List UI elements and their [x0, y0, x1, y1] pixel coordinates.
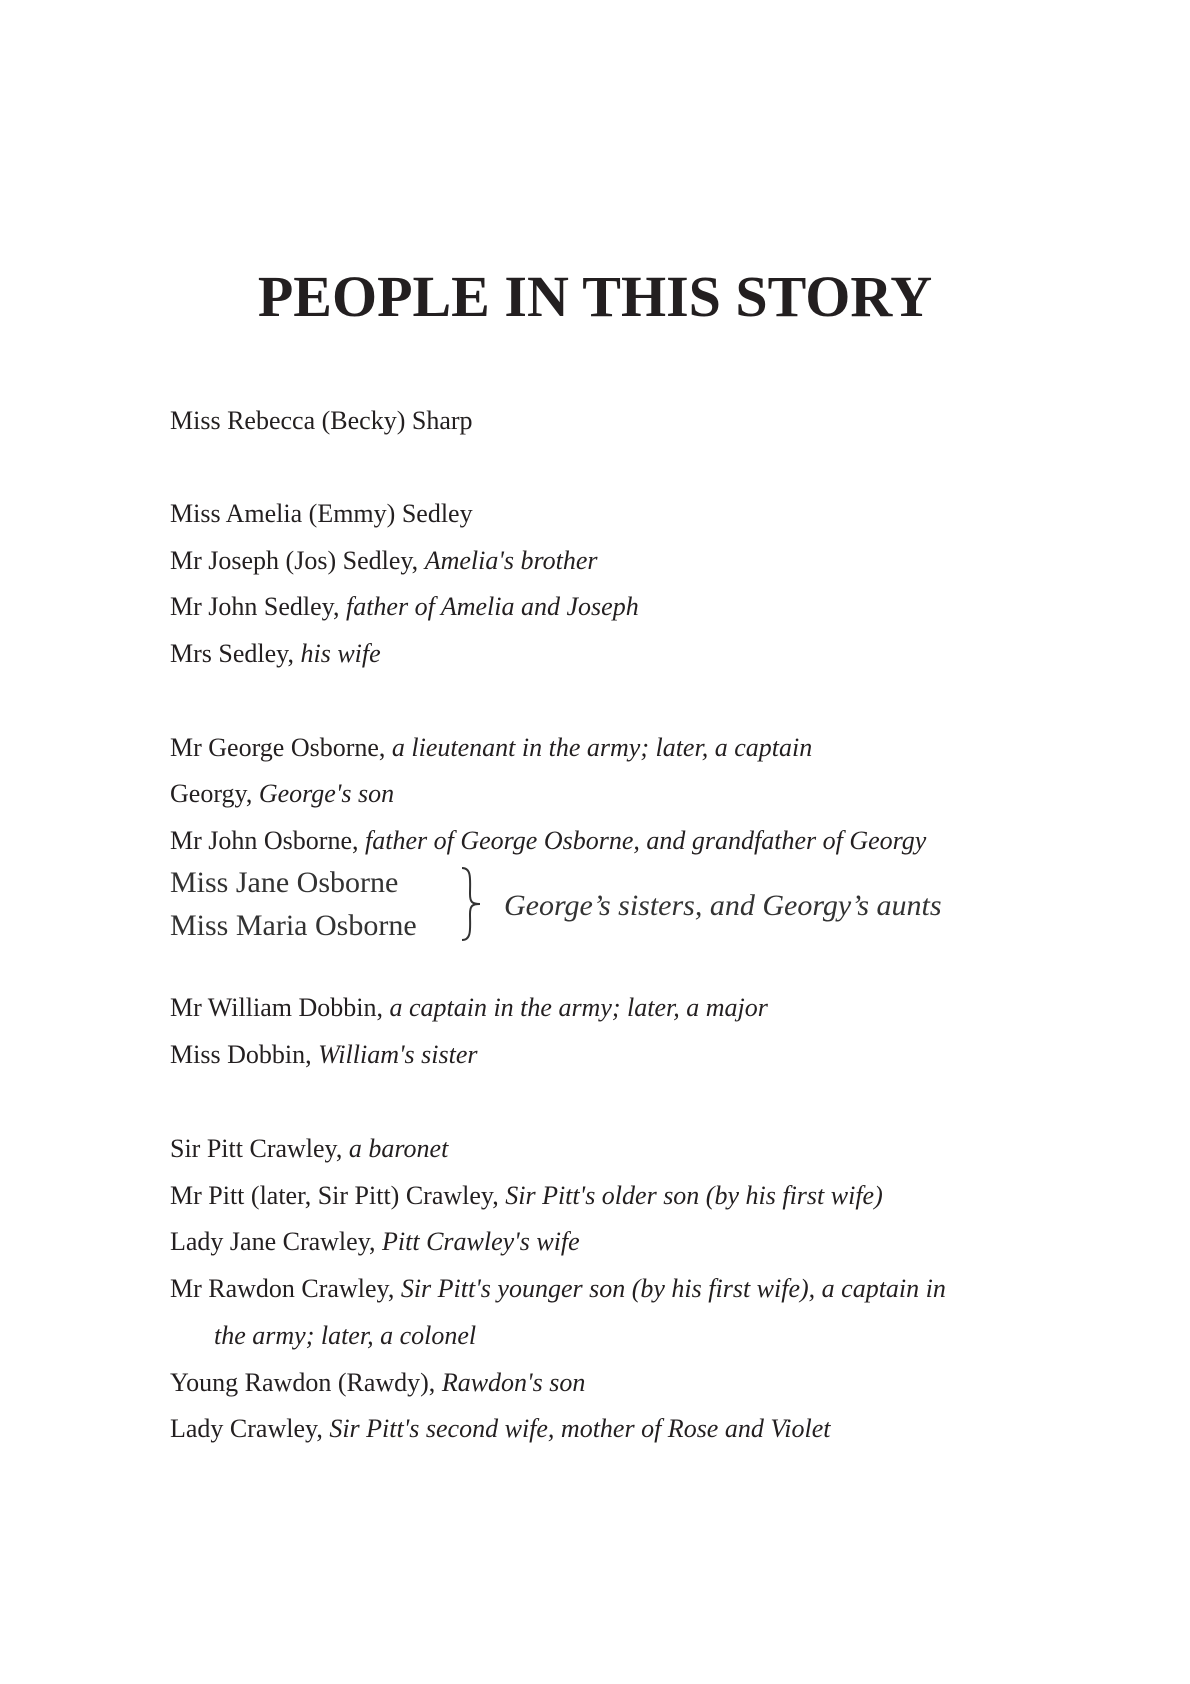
person-description: a baronet — [348, 1134, 449, 1163]
person-entry — [170, 1042, 478, 1068]
person-description: George's son — [258, 779, 395, 808]
person-entry — [170, 1416, 831, 1442]
person-description: William's sister — [318, 1040, 478, 1069]
person-entry — [170, 594, 639, 620]
sisters-group — [170, 864, 990, 944]
person-name: Mr Joseph (Jos) Sedley, — [170, 546, 419, 575]
person-name: Mr John Sedley, — [170, 592, 340, 621]
person-entry — [170, 1229, 580, 1255]
person-description-continuation — [214, 1323, 476, 1349]
person-name: Mr John Osborne, — [170, 826, 359, 855]
person-entry — [170, 641, 381, 667]
person-name: Sir Pitt Crawley, — [170, 1134, 343, 1163]
person-description: father of George Osborne, and grandfather of Georgy — [365, 826, 927, 855]
person-name: Miss Rebecca (Becky) Sharp — [170, 406, 473, 435]
person-name: Mr George Osborne, — [170, 733, 386, 762]
person-entry — [170, 408, 473, 434]
person-description: Sir Pitt's second wife, mother of Rose and Violet — [329, 1414, 831, 1443]
person-description: a captain in the army; later, a major — [389, 993, 768, 1022]
person-description: Amelia's brother — [424, 546, 598, 575]
person-name: Lady Crawley, — [170, 1414, 323, 1443]
person-description: Rawdon's son — [441, 1368, 586, 1397]
person-entry — [170, 1276, 946, 1302]
person-description: a lieutenant in the army; later, a captain — [391, 733, 813, 762]
person-name: Young Rawdon (Rawdy), — [170, 1368, 436, 1397]
person-entry — [170, 735, 812, 761]
person-description: the army; later, a colonel — [214, 1321, 477, 1350]
page-title: PEOPLE IN THIS STORY — [257, 264, 933, 329]
person-entry — [170, 995, 768, 1021]
person-name: Mr Rawdon Crawley, — [170, 1274, 395, 1303]
person-entry — [170, 548, 598, 574]
person-name: Mr Pitt (later, Sir Pitt) Crawley, — [170, 1181, 499, 1210]
person-description: Sir Pitt's younger son (by his first wife), a captain in — [400, 1274, 946, 1303]
person-entry — [170, 1370, 585, 1396]
person-entry — [170, 828, 926, 854]
person-description: Pitt Crawley's wife — [382, 1227, 580, 1256]
curly-brace-icon — [458, 864, 484, 944]
sisters-description: George’s sisters, and Georgy’s aunts — [504, 889, 942, 922]
sister-name: Miss Jane Osborne — [170, 866, 399, 899]
person-entry — [170, 781, 394, 807]
person-description: his wife — [300, 639, 381, 668]
person-name: Mrs Sedley, — [170, 639, 294, 668]
person-description: father of Amelia and Joseph — [345, 592, 639, 621]
person-name: Lady Jane Crawley, — [170, 1227, 376, 1256]
person-name: Miss Dobbin, — [170, 1040, 312, 1069]
person-entry — [170, 501, 473, 527]
person-name: Miss Amelia (Emmy) Sedley — [170, 499, 473, 528]
person-name: Georgy, — [170, 779, 253, 808]
person-entry — [170, 1183, 883, 1209]
person-description: Sir Pitt's older son (by his first wife) — [505, 1181, 883, 1210]
sister-name: Miss Maria Osborne — [170, 909, 417, 942]
person-name: Mr William Dobbin, — [170, 993, 383, 1022]
person-entry — [170, 1136, 448, 1162]
